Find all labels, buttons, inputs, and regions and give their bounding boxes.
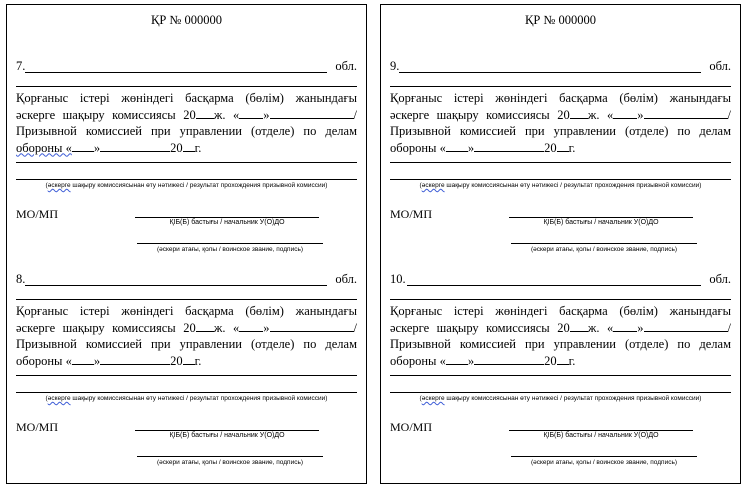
entry-7 xyxy=(7,59,366,269)
result-line-1 xyxy=(390,375,731,376)
ru-line-2: обороны « » 20 г. xyxy=(390,353,576,368)
ru-line-1: Призывной комиссией при управлении (отделе) по делам xyxy=(16,124,357,138)
ru-line-1: Призывной комиссией при управлении (отделе) по делам xyxy=(390,124,731,138)
commission-text xyxy=(16,303,357,369)
stamp-label: МО/МП xyxy=(390,207,433,221)
result-line-2 xyxy=(16,179,357,180)
kz-line-1: Қорғаныс істері жөніндегі басқарма (бөлім) жанындағы xyxy=(16,304,357,318)
commission-text xyxy=(16,90,357,156)
kz-line-1: Қорғаныс істері жөніндегі басқарма (бөлім) жанындағы xyxy=(390,304,731,318)
chief-caption: ҚІБ(Б) бастығы / начальник У(О)ДО xyxy=(169,432,285,439)
oblast-label: обл. xyxy=(709,59,731,73)
result-line-1 xyxy=(16,375,357,376)
kz-line-2: әскерге шақыру комиссиясы 20 ж. « » / xyxy=(16,107,357,122)
entry-number: 10. xyxy=(390,272,406,286)
rank-signature-line xyxy=(511,243,697,244)
kz-line-2: әскерге шақыру комиссиясы 20 ж. « » / xyxy=(390,320,731,335)
rank-signature-caption: (әскери атағы, қолы / воинское звание, подпись) xyxy=(156,459,304,466)
result-line-2 xyxy=(390,179,731,180)
result-caption: (әскерге шақыру комиссиясынан өту нәтижесі / результат прохождения призывной комиссии) xyxy=(45,182,328,189)
entry-number: 7. xyxy=(16,59,26,73)
stamp-label: МО/МП xyxy=(16,420,59,434)
result-caption: (әскерге шақыру комиссиясынан өту нәтижесі / результат прохождения призывной комиссии) xyxy=(419,182,702,189)
entry-number-row xyxy=(16,59,357,75)
entry-number-row xyxy=(390,272,731,288)
oblast-blank xyxy=(25,285,327,286)
commission-text xyxy=(390,90,731,156)
entry-number-row xyxy=(16,272,357,288)
chief-signature-line xyxy=(135,217,319,218)
commission-text xyxy=(390,303,731,369)
oblast-label: обл. xyxy=(335,59,357,73)
blank-line xyxy=(390,86,731,87)
oblast-blank xyxy=(407,285,701,286)
rank-signature-line xyxy=(137,456,323,457)
chief-signature-line xyxy=(509,430,693,431)
rank-signature-caption: (әскери атағы, қолы / воинское звание, подпись) xyxy=(530,246,678,253)
ru-line-2: обороны « » 20 г. xyxy=(390,140,576,155)
chief-caption: ҚІБ(Б) бастығы / начальник У(О)ДО xyxy=(543,432,659,439)
entry-number-row xyxy=(390,59,731,75)
ru-line-2: обороны « » 20 г. xyxy=(16,353,202,368)
entry-9 xyxy=(381,59,740,269)
chief-signature-line xyxy=(135,430,319,431)
form-page-left xyxy=(6,4,367,484)
stamp-label: МО/МП xyxy=(390,420,433,434)
result-caption: (әскерге шақыру комиссиясынан өту нәтижесі / результат прохождения призывной комиссии) xyxy=(45,395,328,402)
rank-signature-line xyxy=(137,243,323,244)
chief-signature-line xyxy=(509,217,693,218)
blank-line xyxy=(16,299,357,300)
document-number: ҚР № 000000 xyxy=(525,13,596,27)
form-page-right xyxy=(380,4,741,484)
blank-line xyxy=(390,299,731,300)
ru-line-2: обороны « » 20 г. xyxy=(16,140,202,155)
chief-caption: ҚІБ(Б) бастығы / начальник У(О)ДО xyxy=(169,219,285,226)
ru-line-1: Призывной комиссией при управлении (отделе) по делам xyxy=(16,337,357,351)
oblast-label: обл. xyxy=(335,272,357,286)
oblast-label: обл. xyxy=(709,272,731,286)
oblast-blank xyxy=(399,72,701,73)
rank-signature-caption: (әскери атағы, қолы / воинское звание, подпись) xyxy=(530,459,678,466)
result-caption: (әскерге шақыру комиссиясынан өту нәтижесі / результат прохождения призывной комиссии) xyxy=(419,395,702,402)
chief-caption: ҚІБ(Б) бастығы / начальник У(О)ДО xyxy=(543,219,659,226)
kz-line-2: әскерге шақыру комиссиясы 20 ж. « » / xyxy=(16,320,357,335)
document-number: ҚР № 000000 xyxy=(151,13,222,27)
kz-line-1: Қорғаныс істері жөніндегі басқарма (бөлім) жанындағы xyxy=(16,91,357,105)
stamp-label: МО/МП xyxy=(16,207,59,221)
result-line-1 xyxy=(16,162,357,163)
entry-10 xyxy=(381,272,740,482)
entry-number: 9. xyxy=(390,59,400,73)
result-line-2 xyxy=(390,392,731,393)
result-line-2 xyxy=(16,392,357,393)
ru-line-1: Призывной комиссией при управлении (отделе) по делам xyxy=(390,337,731,351)
rank-signature-caption: (әскери атағы, қолы / воинское звание, подпись) xyxy=(156,246,304,253)
result-line-1 xyxy=(390,162,731,163)
rank-signature-line xyxy=(511,456,697,457)
kz-line-2: әскерге шақыру комиссиясы 20 ж. « » / xyxy=(390,107,731,122)
entry-number: 8. xyxy=(16,272,26,286)
entry-8 xyxy=(7,272,366,482)
oblast-blank xyxy=(25,72,327,73)
kz-line-1: Қорғаныс істері жөніндегі басқарма (бөлім) жанындағы xyxy=(390,91,731,105)
blank-line xyxy=(16,86,357,87)
